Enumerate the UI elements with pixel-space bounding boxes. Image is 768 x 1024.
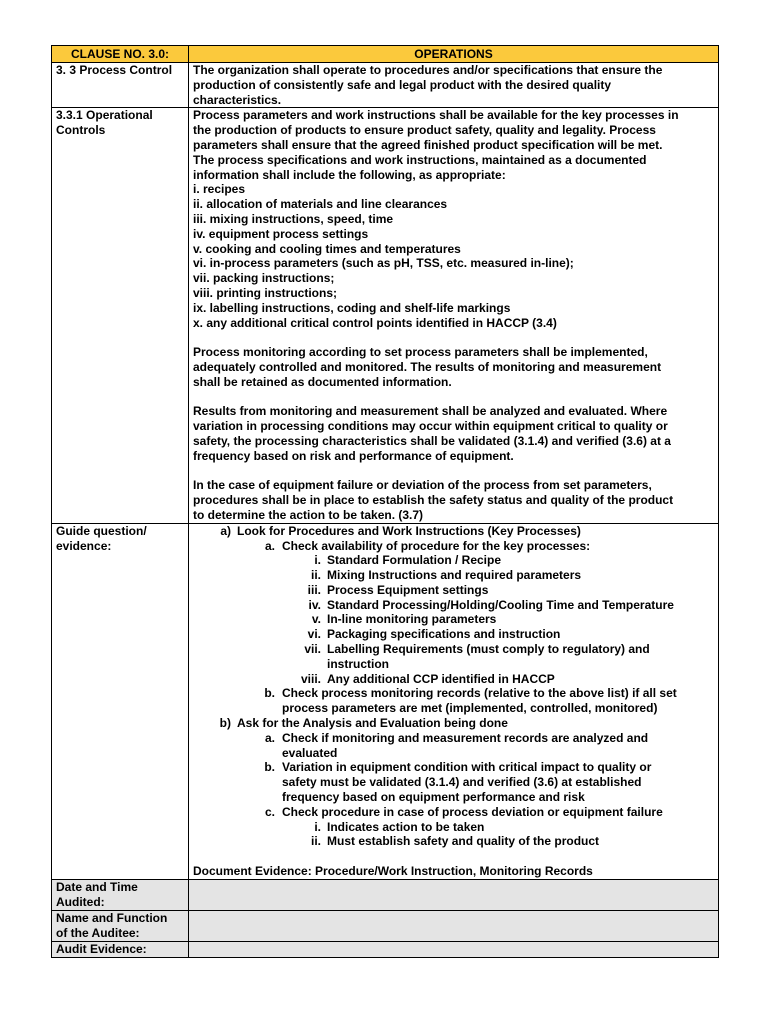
list-item: vii. Labelling Requirements (must comply to regulatory) and instruction xyxy=(304,642,650,671)
analysis-paragraph: Results from monitoring and measurement shall be analyzed and evaluated. Where variation in processing conditions may occur within equipment critical to quality or safety, the processing characteristics shall be validated (3.1.4) and verified (3.6) at a frequency based on risk and performance of equipment. xyxy=(193,404,671,463)
list-item: iv. Standard Processing/Holding/Cooling Time and Temperature xyxy=(308,597,674,612)
document-evidence: Document Evidence: Procedure/Work Instruction, Monitoring Records xyxy=(193,864,593,879)
failure-paragraph: In the case of equipment failure or deviation of the process from set parameters, procedures shall be in place to establish the safety status and quality of the product to determine the action to be taken. (3.7) xyxy=(193,478,674,522)
audit-evidence-row xyxy=(52,941,719,957)
list-item: i. Standard Formulation / Recipe xyxy=(314,553,502,568)
monitoring-paragraph: Process monitoring according to set process parameters shall be implemented, adequately controlled and monitored. The results of monitoring and measurement shall be retained as documented information. xyxy=(193,345,662,389)
auditee-label: Name and Function of the Auditee: xyxy=(52,910,189,941)
audit-evidence-field[interactable] xyxy=(189,941,719,957)
requirements-paragraph: Process parameters and work instructions shall be available for the key processes in the production of products to ensure product safety, quality and legality. Process parameters shall ensure that the agreed finished product specification will be met. The process specifications and work instructions, maintained as a documented information shall include the following, as appropriate: i. recipes ii. allocation of materials and line clearances iii. mixing instructions, speed, time iv. equipment process settings v. cooking and cooling times and temperatures vi. in-process parameters (such as pH, TSS, etc. measured in-line); vii. packing instructions; viii. printing instructions; ix. labelling instructions, coding and shelf-life markings x. any additional critical control points identified in HACCP (3.4) xyxy=(193,108,679,330)
list-item: i. Indicates action to be taken xyxy=(314,819,485,834)
list-item: b) Ask for the Analysis and Evaluation being done xyxy=(219,716,508,731)
process-control-row xyxy=(52,63,719,108)
list-item: a) Look for Procedures and Work Instructions (Key Processes) xyxy=(220,523,581,538)
clause-number: CLAUSE NO. 3.0: xyxy=(52,46,189,63)
paragraph-gap xyxy=(193,464,714,479)
list-item: a. Check availability of procedure for the key processes: xyxy=(264,538,591,553)
date-time-label: Date and Time Audited: xyxy=(52,879,189,910)
clause-title: OPERATIONS xyxy=(189,46,719,63)
list-item: ii. Mixing Instructions and required parameters xyxy=(310,568,582,583)
list-item: b. Variation in equipment condition with critical impact to quality or safety must be validated (3.1.4) and verified (3.6) at established frequency based on equipment performance and risk xyxy=(264,760,652,805)
guide-label: Guide question/ evidence: xyxy=(52,523,189,879)
audit-evidence-label: Audit Evidence: xyxy=(52,941,189,957)
list-item: viii. Any additional CCP identified in HACCP xyxy=(300,671,555,686)
date-time-field[interactable] xyxy=(189,879,719,910)
list-item: c. Check procedure in case of process deviation or equipment failure xyxy=(264,804,663,819)
list-item: iii. Process Equipment settings xyxy=(307,582,489,597)
list-item: b. Check process monitoring records (relative to the above list) if all set process parameters are met (implemented, controlled, monitored) xyxy=(264,686,677,716)
paragraph-gap xyxy=(193,330,714,345)
list-item: a. Check if monitoring and measurement records are analyzed and evaluated xyxy=(264,730,649,760)
process-control-text: The organization shall operate to procedures and/or specifications that ensure the production of consistently safe and legal product with the desired quality characteristics. xyxy=(189,63,719,108)
auditee-row xyxy=(52,910,719,941)
list-item: ii. Must establish safety and quality of the product xyxy=(310,834,600,849)
list-item: v. In-line monitoring parameters xyxy=(311,612,497,627)
date-time-row xyxy=(52,879,719,910)
guide-content xyxy=(189,523,719,879)
paragraph-gap xyxy=(193,849,714,864)
guide-row xyxy=(52,523,719,879)
operational-controls-text xyxy=(189,108,719,523)
clause-table xyxy=(51,45,719,958)
list-item: vi. Packaging specifications and instruction xyxy=(307,627,561,642)
operational-controls-row xyxy=(52,108,719,523)
header-row xyxy=(52,46,719,63)
process-control-label: 3. 3 Process Control xyxy=(52,63,189,108)
auditee-field[interactable] xyxy=(189,910,719,941)
paragraph-gap xyxy=(193,390,714,405)
operational-controls-label: 3.3.1 Operational Controls xyxy=(52,108,189,523)
